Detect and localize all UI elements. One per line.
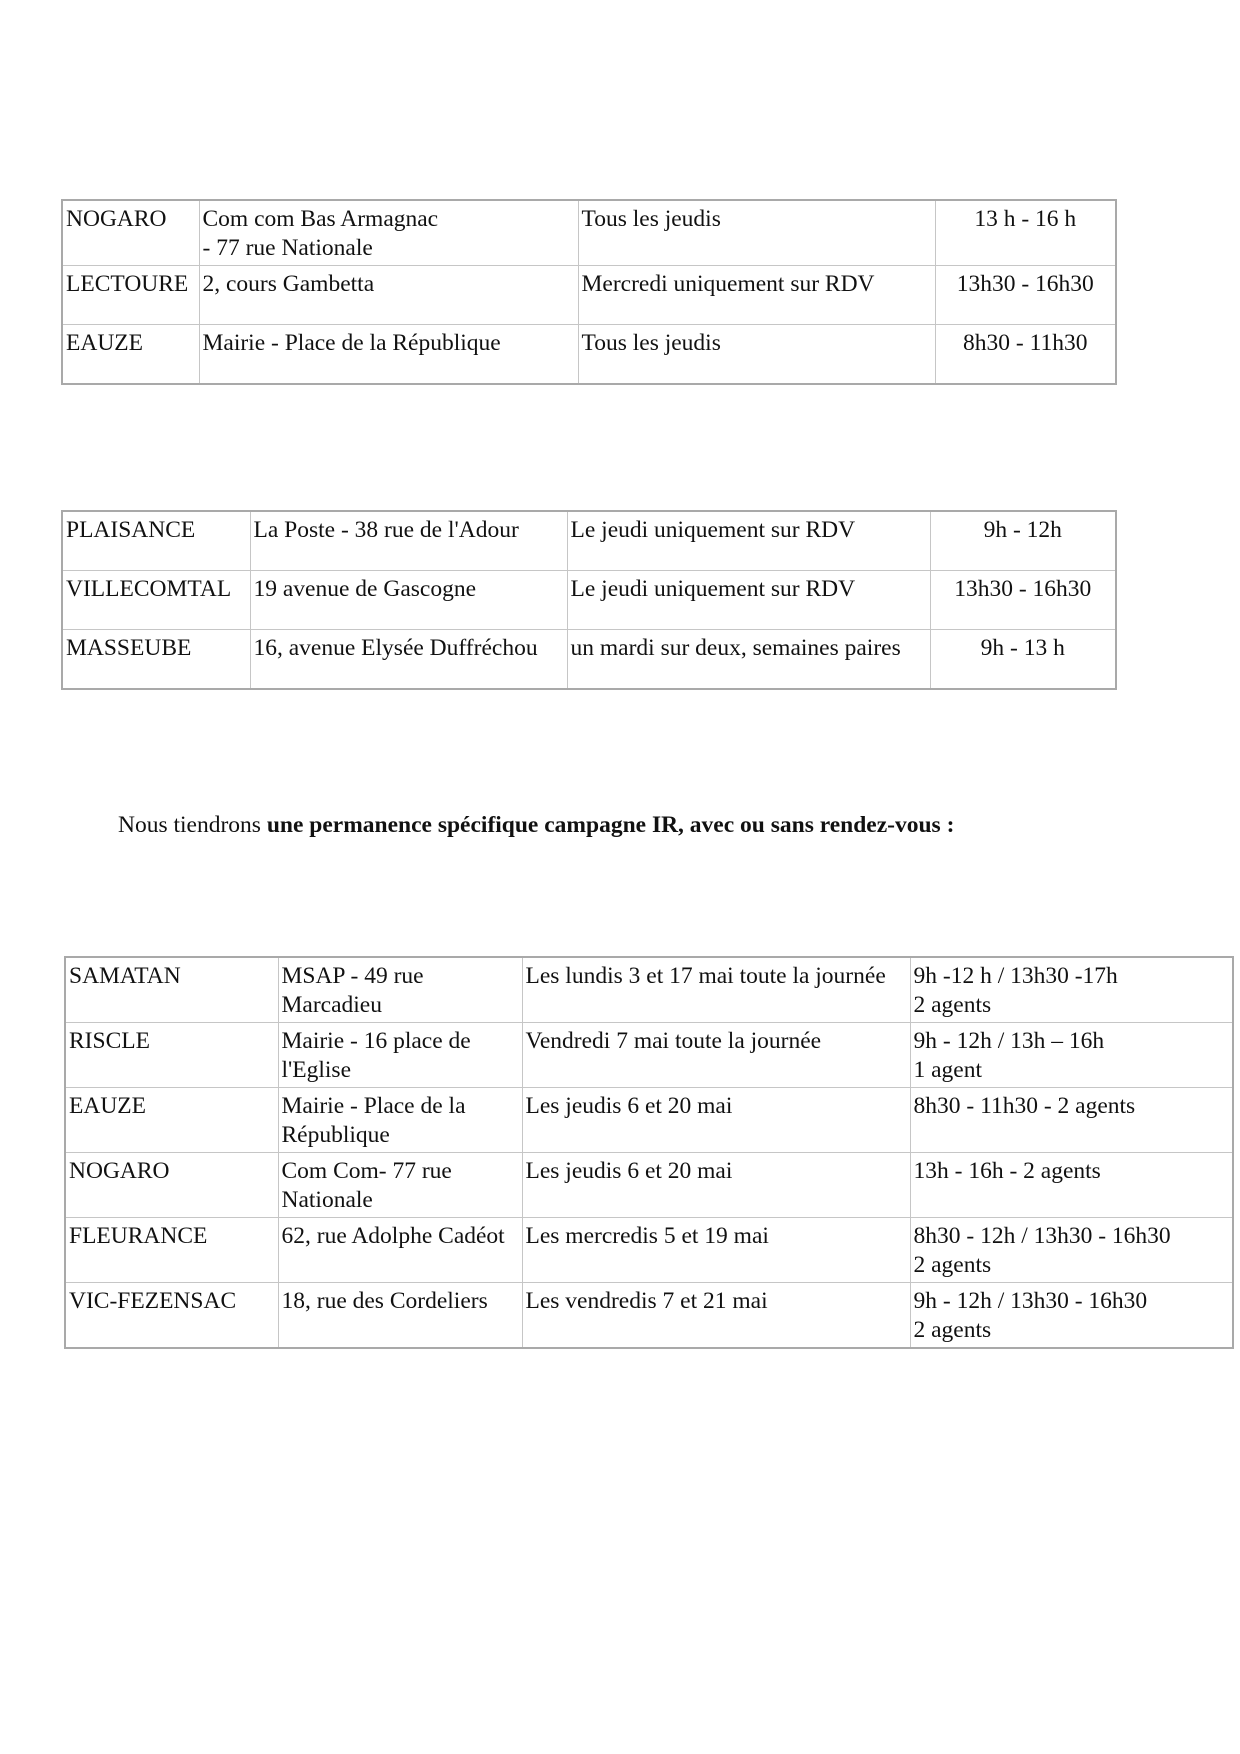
days-cell: Les jeudis 6 et 20 mai (522, 1088, 910, 1153)
address-cell: Mairie - Place de la République (278, 1088, 522, 1153)
hours-cell: 9h - 12h / 13h – 16h 1 agent (910, 1023, 1233, 1088)
address-cell: 16, avenue Elysée Duffréchou (250, 630, 567, 690)
hours-cell: 9h - 12h (930, 511, 1116, 571)
intro-bold-text: une permanence spécifique campagne IR, avec ou sans rendez-vous : (266, 811, 955, 838)
hours-cell: 13h30 - 16h30 (935, 266, 1116, 325)
city-cell: VILLECOMTAL (62, 571, 250, 630)
permanence-table-1 (61, 199, 1117, 385)
address-cell: Com Com- 77 rue Nationale (278, 1153, 522, 1218)
address-cell: 2, cours Gambetta (199, 266, 578, 325)
hours-cell: 13h - 16h - 2 agents (910, 1153, 1233, 1218)
address-cell: Mairie - Place de la République (199, 325, 578, 385)
city-cell: NOGARO (65, 1153, 278, 1218)
city-cell: EAUZE (62, 325, 199, 385)
hours-cell: 13h30 - 16h30 (930, 571, 1116, 630)
hours-cell: 8h30 - 12h / 13h30 - 16h30 2 agents (910, 1218, 1233, 1283)
city-cell: FLEURANCE (65, 1218, 278, 1283)
address-cell: Com com Bas Armagnac - 77 rue Nationale (199, 200, 578, 266)
days-cell: Les vendredis 7 et 21 mai (522, 1283, 910, 1349)
table-row (65, 1283, 1233, 1349)
address-cell: 62, rue Adolphe Cadéot (278, 1218, 522, 1283)
table-row (62, 571, 1116, 630)
days-cell: Tous les jeudis (578, 325, 935, 385)
days-cell: Vendredi 7 mai toute la journée (522, 1023, 910, 1088)
days-cell: Les jeudis 6 et 20 mai (522, 1153, 910, 1218)
days-cell: Le jeudi uniquement sur RDV (567, 511, 930, 571)
hours-cell: 8h30 - 11h30 (935, 325, 1116, 385)
city-cell: SAMATAN (65, 957, 278, 1023)
days-cell: un mardi sur deux, semaines paires (567, 630, 930, 690)
days-cell: Les lundis 3 et 17 mai toute la journée (522, 957, 910, 1023)
city-cell: NOGARO (62, 200, 199, 266)
table-row (65, 1153, 1233, 1218)
table-row (62, 325, 1116, 385)
city-cell: VIC-FEZENSAC (65, 1283, 278, 1349)
address-cell: 18, rue des Cordeliers (278, 1283, 522, 1349)
hours-cell: 9h -12 h / 13h30 -17h 2 agents (910, 957, 1233, 1023)
days-cell: Les mercredis 5 et 19 mai (522, 1218, 910, 1283)
hours-cell: 13 h - 16 h (935, 200, 1116, 266)
table-row (62, 630, 1116, 690)
address-cell: Mairie - 16 place de l'Eglise (278, 1023, 522, 1088)
city-cell: PLAISANCE (62, 511, 250, 571)
days-cell: Mercredi uniquement sur RDV (578, 266, 935, 325)
table-row (65, 1088, 1233, 1153)
days-cell: Le jeudi uniquement sur RDV (567, 571, 930, 630)
address-cell: MSAP - 49 rue Marcadieu (278, 957, 522, 1023)
table-row (62, 200, 1116, 266)
campaign-ir-table (64, 956, 1234, 1349)
city-cell: EAUZE (65, 1088, 278, 1153)
campaign-intro-paragraph (118, 810, 954, 840)
table-row (62, 266, 1116, 325)
table-row (65, 957, 1233, 1023)
permanence-table-2 (61, 510, 1117, 690)
hours-cell: 9h - 12h / 13h30 - 16h30 2 agents (910, 1283, 1233, 1349)
table-row (65, 1023, 1233, 1088)
city-cell: RISCLE (65, 1023, 278, 1088)
address-cell: La Poste - 38 rue de l'Adour (250, 511, 567, 571)
hours-cell: 8h30 - 11h30 - 2 agents (910, 1088, 1233, 1153)
days-cell: Tous les jeudis (578, 200, 935, 266)
hours-cell: 9h - 13 h (930, 630, 1116, 690)
intro-text: Nous tiendrons (118, 811, 267, 838)
table-row (65, 1218, 1233, 1283)
city-cell: LECTOURE (62, 266, 199, 325)
city-cell: MASSEUBE (62, 630, 250, 690)
table-row (62, 511, 1116, 571)
address-cell: 19 avenue de Gascogne (250, 571, 567, 630)
